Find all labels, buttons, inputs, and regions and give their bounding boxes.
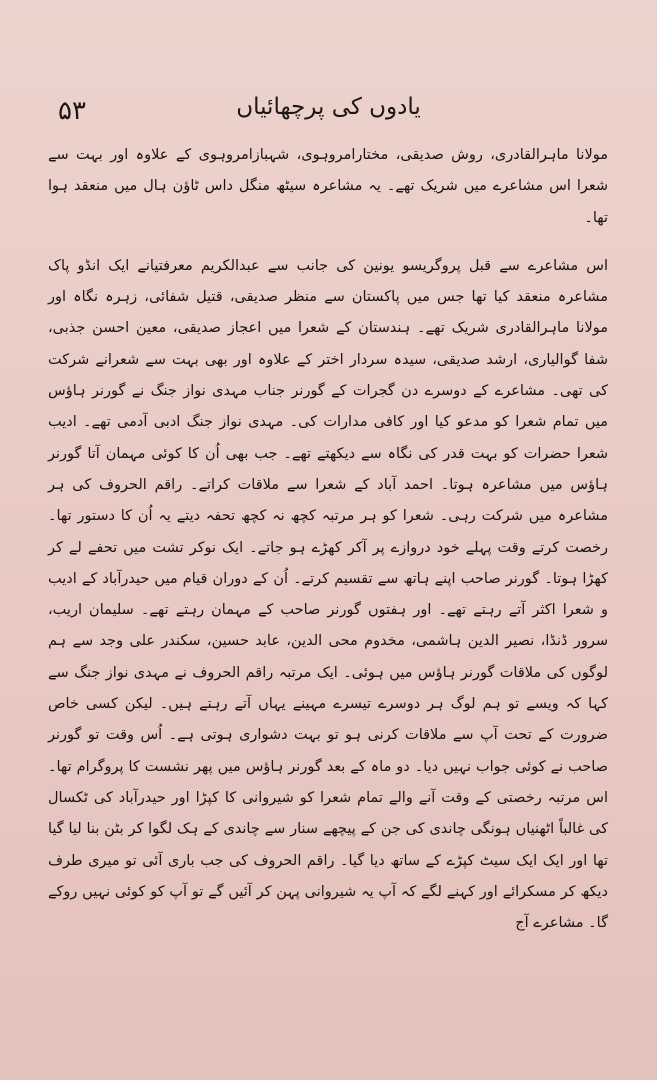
page-number: ۵۳	[58, 96, 86, 126]
body-text	[48, 140, 608, 939]
paragraph: اس مشاعرے سے قبل پروگریسو یونین کی جانب سے عبدالکریم معرفتیانے ایک انڈو پاک مشاعرہ منعقد کیا تھا جس میں پاکستان سے منظر صدیقی، قتیل شفائی، زہرہ نگاہ اور مولانا ماہرالقادری شریک تھے۔ ہندستان کے شعرا میں اعجاز صدیقی، معین احسن جذبی، شفا گوالیاری، ارشد صدیقی، سیدہ سردار اختر کے علاوہ اور بھی بہت سے شعرانے شرکت کی تھی۔ مشاعرے کے دوسرے دن گجرات کے گورنر جناب مہدی نواز جنگ نے گورنر ہاؤس میں تمام شعرا کو مدعو کیا اور کافی مدارات کی۔ مہدی نواز جنگ ادبی آدمی تھے۔ ادیب شعرا حضرات کو بہت قدر کی نگاہ سے دیکھتے تھے۔ جب بھی اُن کا کوئی مہمان آتا گورنر ہاؤس میں مشاعرہ ہوتا۔ احمد آباد کے شعرا سے ملاقات کراتے۔ راقم الحروف کی ہر مشاعرہ میں شرکت رہی۔ شعرا کو ہر مرتبہ کچھ نہ کچھ تحفہ دیتے یہ اُن کا دستور تھا۔ رخصت کرتے وقت پہلے خود دروازے پر آکر کھڑے ہو جاتے۔ ایک نوکر تشت میں تحفے لے کر کھڑا ہوتا۔ گورنر صاحب اپنے ہاتھ سے تقسیم کرتے۔ اُن کے دوران قیام میں حیدرآباد کے ادیب و شعرا اکثر آتے رہتے تھے۔ اور ہفتوں گورنر صاحب کے مہمان رہتے تھے۔ سلیمان اریب، سرور ڈنڈا، نصیر الدین ہاشمی، مخدوم محی الدین، عابد حسین، سکندر علی وجد سے ہم لوگوں کی ملاقات گورنر ہاؤس میں ہوئی۔ ایک مرتبہ راقم الحروف نے مہدی نواز جنگ سے کہا کہ ویسے تو ہم لوگ ہر دوسرے تیسرے مہینے یہاں آتے رہتے ہیں۔ لیکن کسی خاص ضرورت کے تحت آپ سے ملاقات کرنی ہو تو بہت دشواری ہوتی ہے۔ اُس وقت تو گورنر صاحب نے کوئی جواب نہیں دیا۔ دو ماہ کے بعد گورنر ہاؤس میں پھر نشست کا پروگرام تھا۔ اس مرتبہ رخصتی کے وقت آنے والے تمام شعرا کو شیروانی کا کپڑا اور حیدرآباد کی ٹکسال کی غالباً اٹھنیاں ہونگی چاندی کی جن کے پیچھے سنار سے چاندی کے ہک لگوا کر بٹن بنا لیا گیا تھا اور ایک ایک سیٹ کپڑے کے ساتھ دیا گیا۔ راقم الحروف کی جب باری آئی تو میری طرف دیکھ کر مسکرائے اور کہنے لگے کہ آپ یہ شیروانی پہن کر آئیں گے تو آپ کو کوئی نہیں روکے گا۔ مشاعرے آج	[48, 257, 608, 932]
paragraph: مولانا ماہرالقادری، روش صدیقی، مختارامروہوی، شہبازامروہوی کے علاوہ اور بہت سے شعرا اس مشاعرے میں شریک تھے۔ یہ مشاعرہ سیٹھ منگل داس ٹاؤن ہال میں منعقد ہوا تھا۔	[48, 147, 608, 226]
running-title: یادوں کی پرچھائیاں	[236, 94, 421, 120]
